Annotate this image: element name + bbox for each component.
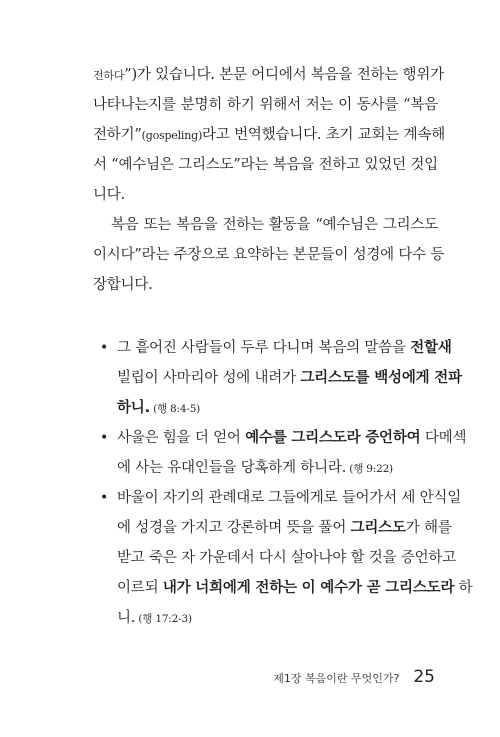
verse-reference: (행 9:22) [346,463,393,475]
text-fragment: 빌립이 사마리아 성에 내려가 [117,370,301,386]
bullet-marker: • [100,340,109,356]
emphasis-text: 그리스도 [350,520,406,536]
text-fragment: 이르되 [117,580,163,596]
body-text [93,60,446,300]
page-footer [273,667,435,687]
body-line: 니다. [93,187,126,203]
bullet-item [100,333,462,423]
text-fragment: 그 흩어진 사람들이 두루 다니며 복음의 말씀을 [117,340,411,356]
text-fragment: 전하다 [93,69,125,82]
text-fragment: (gospeling) [141,129,203,142]
text-fragment: 다메섹 [420,430,467,446]
bullet-line: 받고 죽은 자 가운데서 다시 살아나야 할 것을 증언하고 [117,550,457,566]
text-fragment: 에 성경을 가지고 강론하며 뜻을 풀어 [117,520,351,536]
emphasis-text: 하니. [117,400,150,416]
bullet-line [117,573,473,603]
body-line: 장합니다. [93,277,153,293]
body-line: 서 “예수님은 그리스도”라는 복음을 전하고 있었던 것입 [93,157,438,173]
body-line [93,120,446,150]
page-number: 25 [413,667,435,687]
bullet-marker: • [100,490,109,506]
bullet-line: 바울이 자기의 관례대로 그들에게로 들어가서 세 안식일 [117,490,462,506]
text-fragment: 에 사는 유대인들을 당혹하게 하니라. [117,460,347,476]
emphasis-text: 전할새 [410,340,452,356]
text-fragment: 라고 번역했습니다. 초기 교회는 계속해 [202,127,446,143]
bullet-line [117,423,467,453]
bullet-item [100,483,473,633]
emphasis-text: 예수를 그리스도라 증언하여 [245,430,421,446]
text-fragment: 가 해를 [405,520,452,536]
text-fragment: 전하기” [93,127,142,143]
text-fragment: 사울은 힘을 더 얻어 [117,430,246,446]
verse-reference: (행 17:2-3) [135,613,192,625]
text-fragment: 니. [117,610,136,626]
scripture-bullet-list [100,333,473,633]
body-line [93,60,444,90]
bullet-marker: • [100,430,109,446]
text-fragment: ”)가 있습니다. 본문 어디에서 복음을 전하는 행위가 [124,67,444,83]
body-line: 이시다”라는 주장으로 요약하는 본문들이 성경에 다수 등 [93,247,445,263]
verse-reference: (행 8:4-5) [149,403,201,415]
bullet-item [100,423,467,483]
bullet-line [117,513,452,543]
emphasis-text: 그리스도를 백성에게 전파 [300,370,462,386]
body-line: 나타나는지를 분명히 하기 위해서 저는 이 동사를 “복음 [93,97,438,113]
text-fragment: 하 [454,580,473,596]
emphasis-text: 내가 너희에게 전하는 이 예수가 곧 그리스도라 [162,580,455,596]
bullet-line [117,363,462,393]
bullet-line [117,333,452,363]
body-line: 복음 또는 복음을 전하는 활동을 “예수님은 그리스도 [111,217,438,233]
bullet-line [117,603,445,633]
bullet-line [117,393,445,423]
bullet-line [117,453,445,483]
chapter-title: 제1장 복음이란 무엇인가? [273,672,400,685]
